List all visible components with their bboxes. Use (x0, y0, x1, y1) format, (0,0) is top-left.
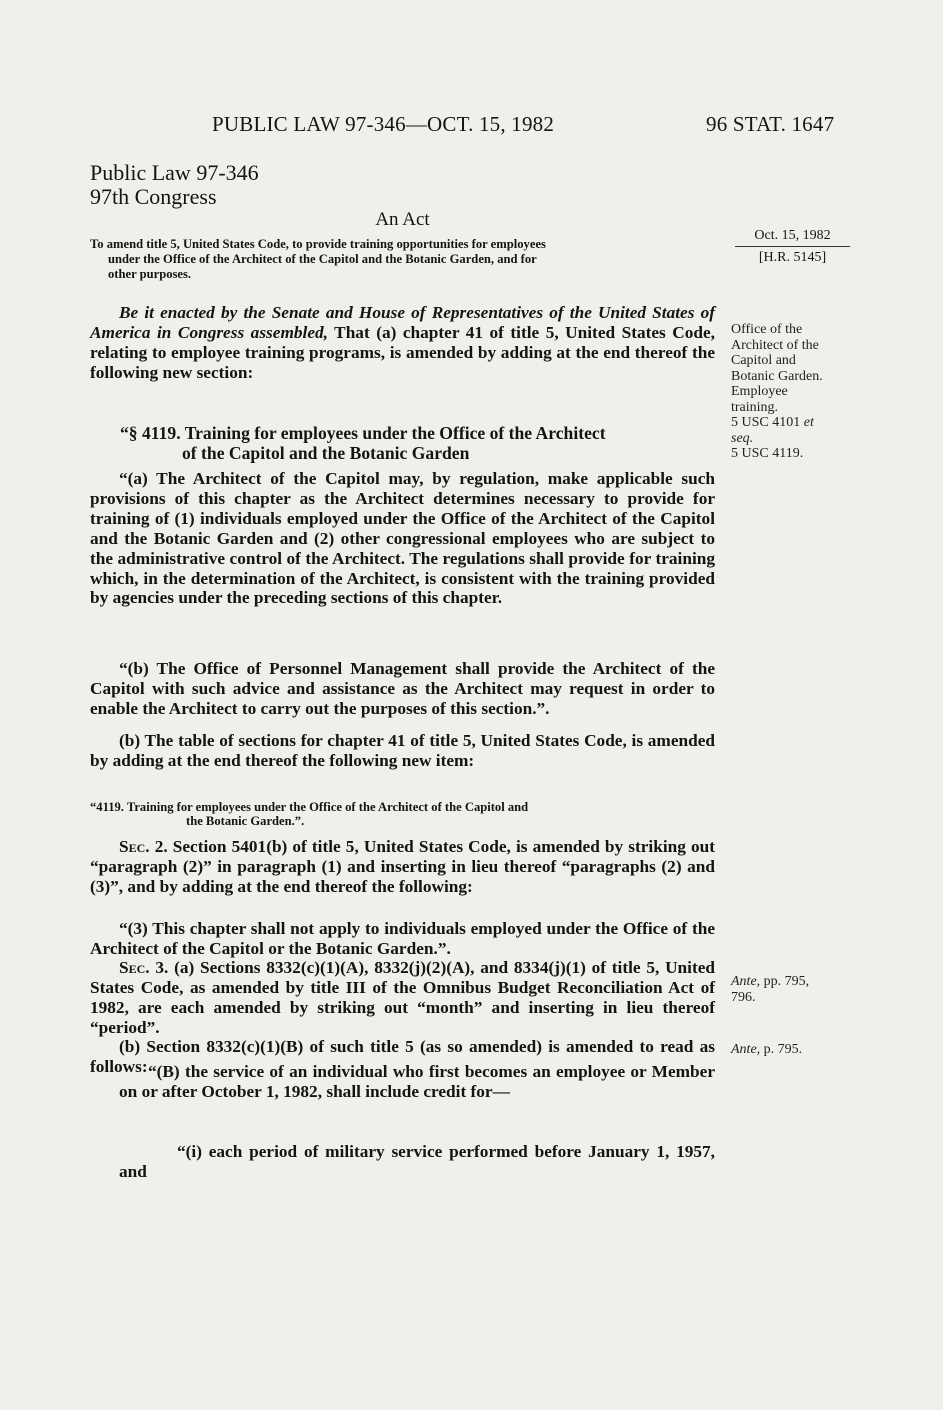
margin-note-line: training. (731, 399, 779, 415)
purpose-line: other purposes. (108, 267, 192, 281)
margin-note-line: Office of the (731, 322, 803, 337)
section-3-clause-B: “(B) the service of an individual who first becomes an employee or Member on or after October 1, 1982, shall include credit for— (119, 1062, 715, 1101)
purpose-line: To amend title 5, United States Code, to provide training opportunities for employees (90, 237, 546, 251)
margin-bill-number: [H.R. 5145] (758, 250, 827, 265)
margin-ante-2: Ante, p. 795. (731, 1042, 803, 1057)
margin-citation-1: 5 USC 4101 et (731, 415, 814, 430)
purpose-line: under the Office of the Architect of the Capitol and the Botanic Garden, and for (108, 252, 537, 266)
section-heading-line: “§ 4119. Training for employees under the Office of the Architect (120, 423, 606, 443)
paragraph-a: “(a) The Architect of the Capitol may, by regulation, make applicable such provisions of this chapter as the Architect determines necessary to provide for training of (1) individuals employed under the Office of the Architect of the Capitol and the Botanic Garden and (2) other congressional employees who are subject to the administrative control of the Architect. The regulations shall provide for training which, in the determination of the Architect, is consistent with the training provided by agencies under the preceding sections of this chapter. (90, 469, 715, 608)
section-heading-line: of the Capitol and the Botanic Garden (182, 443, 470, 463)
enacting-text: That (a) chapter 41 of title 5, United States Code, relating to employee training programs, is amended by adding at the end thereof the following new section: (90, 322, 715, 382)
margin-citation-2: 5 USC 4119. (731, 446, 804, 461)
section-2 (90, 837, 715, 897)
margin-note-line: Employee (731, 384, 788, 399)
margin-divider (735, 246, 850, 247)
congress-label: 97th Congress (90, 184, 217, 209)
act-purpose (90, 237, 715, 282)
paragraph-table-amendment: (b) The table of sections for chapter 41 of title 5, United States Code, is amended by adding at the end thereof the following new item: (90, 731, 715, 770)
paragraph-b: “(b) The Office of Personnel Management shall provide the Architect of the Capitol with such advice and assistance as the Architect may request in order to enable the Architect to carry out the purposes of this section.”. (90, 659, 715, 718)
act-title: An Act (375, 209, 430, 230)
margin-ante-1: Ante, pp. 795, 796. (731, 974, 810, 1005)
running-head: PUBLIC LAW 97-346—OCT. 15, 1982 (212, 112, 555, 136)
section-2-label: Sec (119, 837, 146, 856)
table-of-sections-entry (90, 800, 715, 828)
enacting-formula: Be it enacted by the Senate and House of Representatives of the United States of America in Congress assembled, (90, 303, 715, 342)
margin-note-line: Capitol and (731, 353, 796, 368)
margin-citation-1-cont: seq. (731, 430, 754, 446)
section-3-label: Sec (119, 958, 146, 977)
section-3-text: . 3. (a) Sections 8332(c)(1)(A), 8332(j)(2)(A), and 8334(j)(1) of title 5, United States Code, as amended by title III of the Omnibus Budget Reconciliation Act of 1982, are each amended by striking out “month” and inserting in lieu thereof “period”. (90, 958, 715, 1037)
section-3-clause-i: “(i) each period of military service performed before January 1, 1957, and (119, 1142, 715, 1181)
margin-date: Oct. 15, 1982 (754, 228, 831, 243)
section-3-subsection-b: (b) Section 8332(c)(1)(B) of such title 5 (as so amended) is amended to read as follows: (90, 1037, 715, 1076)
margin-note-line: Botanic Garden. (731, 368, 823, 384)
section-2-text: . 2. Section 5401(b) of title 5, United States Code, is amended by striking out “paragraph (2)” in paragraph (1) and inserting in lieu thereof “paragraphs (2) and (3)”, and by adding at the end thereof the following: (90, 837, 715, 896)
table-entry-line: the Botanic Garden.”. (186, 814, 305, 828)
enacting-clause (90, 303, 715, 383)
public-law-number: Public Law 97-346 (90, 160, 259, 185)
table-entry-line: “4119. Training for employees under the Office of the Architect of the Capitol and (90, 800, 529, 814)
section-heading (120, 423, 720, 463)
margin-notes (731, 322, 856, 462)
section-2-paragraph-3: “(3) This chapter shall not apply to individuals employed under the Office of the Architect of the Capitol or the Botanic Garden.”. (90, 919, 715, 958)
margin-note-line: Architect of the (731, 337, 819, 353)
section-3 (90, 958, 715, 1038)
statute-page-reference: 96 STAT. 1647 (706, 112, 835, 136)
